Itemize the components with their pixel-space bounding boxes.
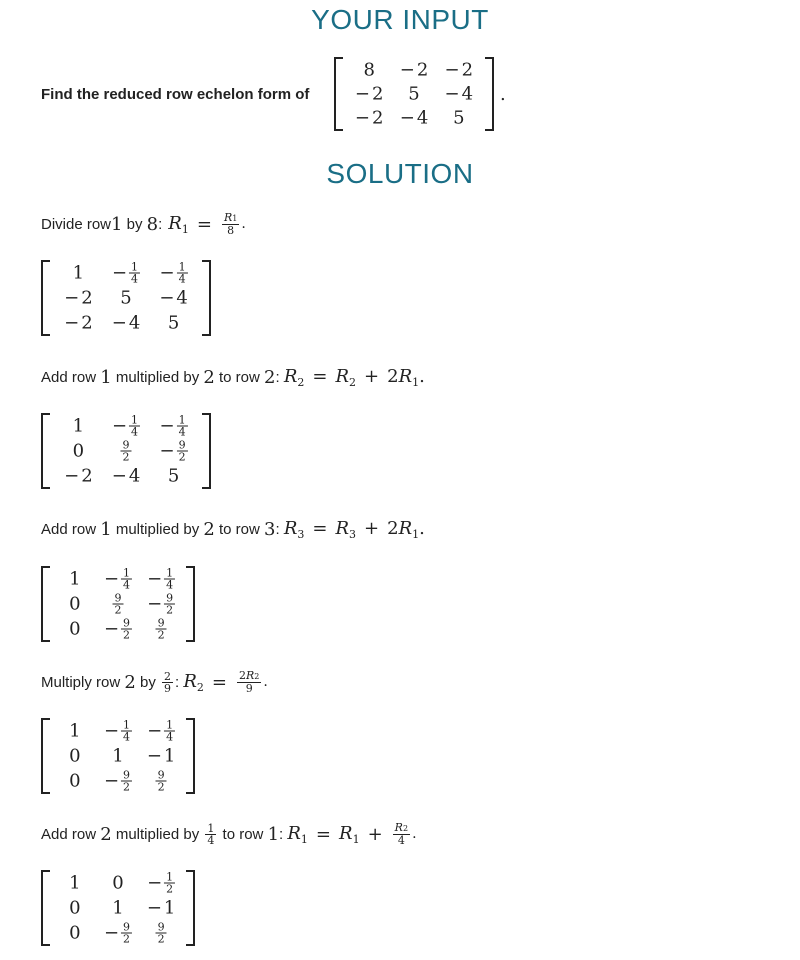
matrix-cell: 0 xyxy=(69,770,81,792)
step-text: to row xyxy=(218,825,268,843)
scalar: 2 xyxy=(203,367,215,388)
matrix-cell: − $\frac{1}{4}$ xyxy=(111,260,139,286)
row-number: 1 xyxy=(100,367,112,388)
left-bracket xyxy=(41,260,50,336)
problem-prompt-text: Find the reduced row echelon form of xyxy=(41,86,310,103)
matrix-cell: 9 2 xyxy=(122,438,130,464)
row-number: 2 xyxy=(124,671,136,693)
your-input-heading: YOUR INPUT xyxy=(311,4,489,35)
scalar-fraction: 1 4 xyxy=(207,821,215,847)
step-4-equation: $R_2$ = $\frac{2R2}{9}$ . xyxy=(183,669,268,695)
matrix-cell: − $\frac{1}{4}$ xyxy=(159,260,186,286)
matrix-cell: − $\frac{1}{2}$ xyxy=(147,870,174,896)
matrix-cell: − 2 xyxy=(64,312,93,334)
matrix-cell: − 2 xyxy=(444,59,474,81)
input-matrix xyxy=(334,57,494,131)
matrix-cell: − 4 xyxy=(111,465,141,487)
step-1-description xyxy=(41,212,246,236)
row-number: 1 xyxy=(267,823,280,845)
matrix-cell: 9 2 xyxy=(157,920,165,946)
matrix-cell: 9 2 xyxy=(157,768,165,794)
step-text: Divide row xyxy=(41,215,112,233)
row-number: 1 xyxy=(111,213,123,235)
matrix-cell: − $\frac{9}{2}$ xyxy=(103,920,131,946)
step-5-equation: $R_1$ = $R_1$ + $\frac{R2}{4}$ . xyxy=(287,821,417,847)
matrix-cell: − $\frac{9}{2}$ xyxy=(103,616,131,642)
matrix-cell: − 2 xyxy=(354,83,384,105)
matrix-cell: − 4 xyxy=(159,287,188,309)
matrix-cell: 1 xyxy=(72,415,85,437)
matrix-cell: − $\frac{1}{4}$ xyxy=(111,413,139,439)
step-3-description: Add row 1 multiplied by 2 to row 3 : $R_3 = R_3 + 2R_1$. xyxy=(41,518,425,541)
matrix-cell: 5 xyxy=(120,287,132,309)
step-text: by xyxy=(122,215,147,233)
right-bracket xyxy=(202,260,211,336)
step-1-equation: $R_1$ = $\frac{R1}{8}$ . xyxy=(168,211,246,237)
step-2-equation: $R_2 = R_2 + 2R_1$. xyxy=(283,366,425,389)
scalar: 8 xyxy=(146,213,159,235)
matrix-cell: − $\frac{1}{4}$ xyxy=(103,566,131,592)
matrix-cell: 1 xyxy=(69,568,81,590)
matrix-cell: − $\frac{9}{2}$ xyxy=(147,591,174,617)
step-5-description: Add row 2 multiplied by 1 4 to row 1 : $R_1$ = $R_1$ + $\frac{R2}{4}$ . xyxy=(41,821,417,847)
matrix-cell: − 1 xyxy=(146,745,176,767)
step-2-matrix xyxy=(41,413,211,489)
scalar: 2 xyxy=(203,519,215,540)
matrix-cell: 0 xyxy=(112,872,124,894)
right-bracket xyxy=(186,718,195,794)
matrix-cell: 1 xyxy=(72,262,85,284)
matrix-cell: − 4 xyxy=(444,83,474,105)
matrix-cell: − 2 xyxy=(354,107,384,129)
left-bracket xyxy=(41,718,50,794)
matrix-cell: 1 xyxy=(69,720,81,742)
matrix-cell: 0 xyxy=(69,897,81,919)
row-number: 1 xyxy=(100,519,112,540)
matrix-cell: − $\frac{9}{2}$ xyxy=(159,438,186,464)
step-3-equation: $R_3 = R_3 + 2R_1$. xyxy=(283,518,425,541)
matrix-cell: 1 xyxy=(112,897,124,919)
left-bracket xyxy=(41,870,50,946)
matrix-cell: − $\frac{1}{4}$ xyxy=(147,566,174,592)
row-number: 2 xyxy=(264,367,276,388)
matrix-cell: − $\frac{9}{2}$ xyxy=(103,768,131,794)
right-bracket xyxy=(186,566,195,642)
matrix-cell: − 1 xyxy=(146,897,176,919)
problem-prompt xyxy=(41,86,309,103)
right-bracket xyxy=(186,870,195,946)
step-text: to row xyxy=(214,369,265,386)
matrix-cell: 0 xyxy=(69,618,81,640)
right-bracket xyxy=(202,413,211,489)
step-text: multiplied by xyxy=(111,825,204,843)
matrix-cell: − 4 xyxy=(111,312,141,334)
matrix-cell: 0 xyxy=(69,922,81,944)
step-text: multiplied by xyxy=(111,369,204,386)
step-text: Add row xyxy=(41,521,101,538)
matrix-cell: 8 xyxy=(363,59,375,81)
step-text: Add row xyxy=(41,369,101,386)
matrix-cell: 0 xyxy=(69,593,81,615)
matrix-cell: − $\frac{1}{4}$ xyxy=(103,718,131,744)
matrix-cell: 9 2 xyxy=(114,591,122,617)
matrix-cell: 1 xyxy=(112,745,124,767)
matrix-cell: − 4 xyxy=(399,107,429,129)
matrix-cell: − 2 xyxy=(399,59,429,81)
step-text: to row xyxy=(214,521,265,538)
matrix-cell: − 2 xyxy=(64,465,93,487)
left-bracket xyxy=(41,566,50,642)
left-bracket xyxy=(41,413,50,489)
step-5-matrix xyxy=(41,870,195,946)
matrix-cell: 5 xyxy=(167,465,180,487)
matrix-cell: 5 xyxy=(167,312,180,334)
step-text: Add row xyxy=(41,825,101,843)
step-4-matrix xyxy=(41,718,195,794)
matrix-cell: 9 2 xyxy=(157,616,165,642)
problem-period: . xyxy=(500,84,506,105)
step-2-description: Add row 1 multiplied by 2 to row 2 : $R_2 = R_2 + 2R_1$. xyxy=(41,366,425,389)
matrix-cell: 0 xyxy=(69,745,81,767)
matrix-cell: − 2 xyxy=(64,287,93,309)
scalar-fraction: 2 9 xyxy=(164,669,171,695)
step-4-description: Multiply row 2 by 2 9 : $R_2$ = $\frac{2R2}{9}$ . xyxy=(41,669,268,695)
step-text: multiplied by xyxy=(111,521,204,538)
step-text: : xyxy=(158,215,163,233)
matrix-cell: − $\frac{1}{4}$ xyxy=(159,413,186,439)
step-3-matrix xyxy=(41,566,195,642)
right-bracket xyxy=(485,57,494,131)
left-bracket xyxy=(334,57,343,131)
step-text: by xyxy=(135,673,160,691)
matrix-cell: 5 xyxy=(408,83,420,105)
matrix-cell: − $\frac{1}{4}$ xyxy=(147,718,174,744)
row-number: 2 xyxy=(100,823,112,845)
matrix-cell: 5 xyxy=(453,107,465,129)
matrix-cell: 0 xyxy=(72,440,85,462)
row-number: 3 xyxy=(264,519,276,540)
matrix-cell: 1 xyxy=(69,872,81,894)
step-1-matrix xyxy=(41,260,211,336)
step-text: Multiply row xyxy=(41,673,125,691)
solution-heading: SOLUTION xyxy=(326,158,474,189)
